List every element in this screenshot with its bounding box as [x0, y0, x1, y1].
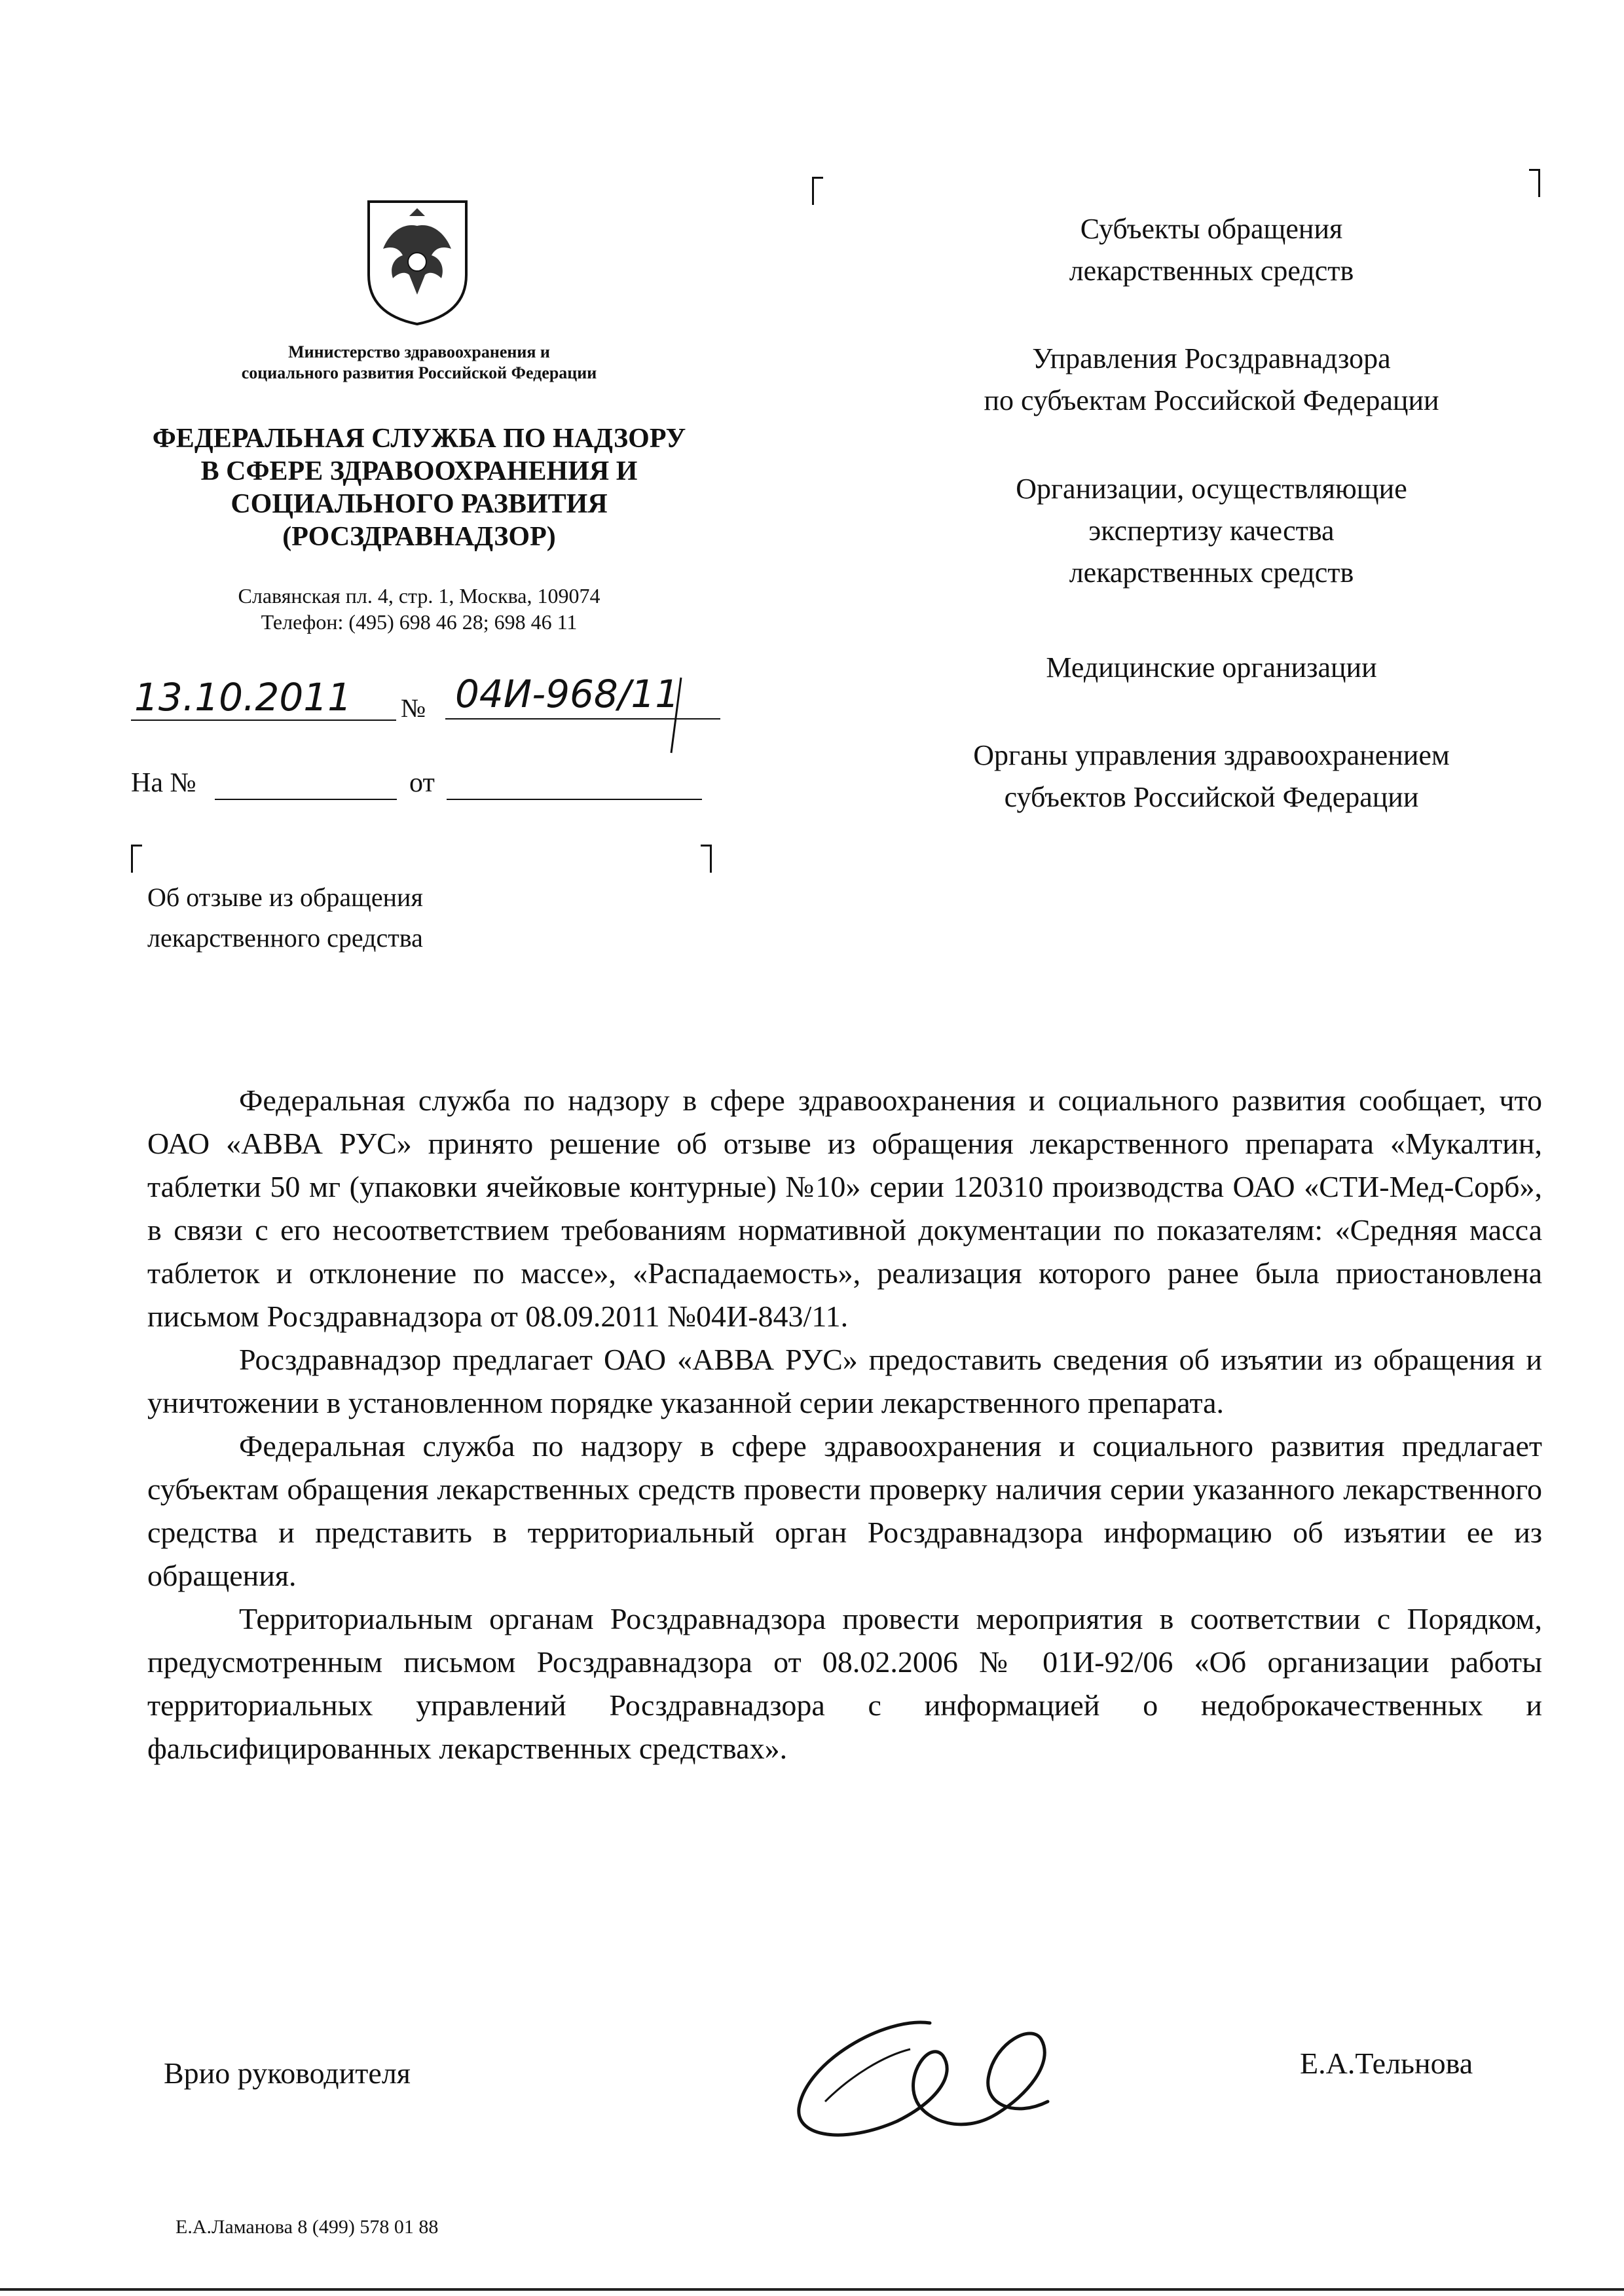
service-name [118, 422, 720, 553]
addressee-line: лекарственных средств [1069, 255, 1354, 287]
handwritten-signature [779, 2003, 1074, 2160]
addressee [877, 647, 1545, 689]
address-line: Славянская пл. 4, стр. 1, Москва, 109074 [238, 584, 600, 608]
phone-line: Телефон: (495) 698 46 28; 698 46 11 [261, 610, 578, 634]
addressee-bracket-left [812, 177, 823, 205]
subject-text: лекарственного средства [147, 923, 423, 953]
coat-of-arms-emblem [363, 196, 471, 327]
addressee-line: Управления Росздравнадзора [1032, 342, 1391, 374]
signatory-name: Е.А.Тельнова [1300, 2047, 1473, 2080]
service-line: (РОСЗДРАВНАДЗОР) [282, 522, 556, 552]
registration-number [445, 661, 812, 759]
registration-number-text: 04И-968/11 [455, 672, 680, 716]
body-paragraph: Федеральная служба по надзору в сфере здравоохранения и социального развития сообщает, что ОАО «АВВА РУС» принято решение об отзыве из обращения лекарственного препарата «Мукалтин, таблетки 50 мг (упаковки ячейковые контурные) №10» серии 120310 производства ОАО «СТИ-Мед-Сорб», в связи с его несоответствием требованиям нормативной документации по показателям: «Средняя масса таблеток и отклонение по массе», «Распадаемость», реализация которого ранее была приостановлена письмом Росздравнадзора от 08.09.2011 №04И-843/11. [147, 1084, 1542, 1333]
addressee-bracket-right [1529, 169, 1540, 197]
ministry-name [177, 342, 661, 384]
page-bottom-rule [0, 2288, 1624, 2291]
in-reply-label: На № [131, 768, 196, 798]
address-block [157, 583, 681, 635]
service-line: СОЦИАЛЬНОГО РАЗВИТИЯ [231, 489, 608, 519]
ministry-line: Министерство здравоохранения и [288, 342, 550, 361]
addressee-line: Органы управления здравоохранением [973, 739, 1450, 771]
addressee [877, 338, 1545, 422]
reply-number-line [215, 799, 397, 800]
service-line: В СФЕРЕ ЗДРАВООХРАНЕНИЯ И [200, 456, 638, 486]
service-line: ФЕДЕРАЛЬНАЯ СЛУЖБА ПО НАДЗОРУ [152, 424, 686, 454]
number-label: № [401, 693, 426, 723]
addressee-line: Организации, осуществляющие [1016, 473, 1407, 505]
reply-date-label: от [409, 768, 435, 798]
ministry-line: социального развития Российской Федерации [241, 363, 597, 382]
registration-date-text: 13.10.2011 [134, 675, 352, 720]
contact-person: Е.А.Ламанова 8 (499) 578 01 88 [175, 2216, 439, 2238]
registration-date [131, 668, 399, 727]
body-paragraph: Федеральная служба по надзору в сфере здравоохранения и социального развития предлагает субъектам обращения лекарственных средств провести проверку наличия серии указанного лекарственного средства и представить в территориальный орган Росздравнадзора информацию об изъятии ее из обращения. [147, 1429, 1542, 1592]
letter-body [147, 1079, 1542, 1770]
subject-bracket-left [131, 845, 142, 873]
signatory-position: Врио руководителя [164, 2056, 411, 2090]
addressee-line: субъектов Российской Федерации [1004, 781, 1419, 813]
addressee-line: лекарственных средств [1069, 556, 1354, 589]
body-paragraph: Территориальным органам Росздравнадзора провести мероприятия в соответствии с Порядком, предусмотренным письмом Росздравнадзора от 08.02.2006 № 01И-92/06 «Об организации работы территориальных управлений Росздравнадзора с информацией о недоброкачественных и фальсифицированных лекарственных средствах». [147, 1602, 1542, 1765]
addressee [877, 735, 1545, 818]
addressee-line: по субъектам Российской Федерации [984, 384, 1439, 416]
reply-date-line [447, 799, 702, 800]
addressee [877, 208, 1545, 292]
subject-bracket-right [701, 845, 712, 873]
body-paragraph: Росздравнадзор предлагает ОАО «АВВА РУС» предоставить сведения об изъятии из обращения и уничтожении в установленном порядке указанной серии лекарственного препарата. [147, 1343, 1542, 1419]
addressee-line: Медицинские организации [1046, 651, 1377, 683]
subject-line [147, 877, 566, 958]
subject-text: Об отзыве из обращения [147, 883, 423, 912]
addressee-line: Субъекты обращения [1080, 213, 1343, 245]
addressee [877, 468, 1545, 594]
addressee-line: экспертизу качества [1088, 515, 1335, 547]
